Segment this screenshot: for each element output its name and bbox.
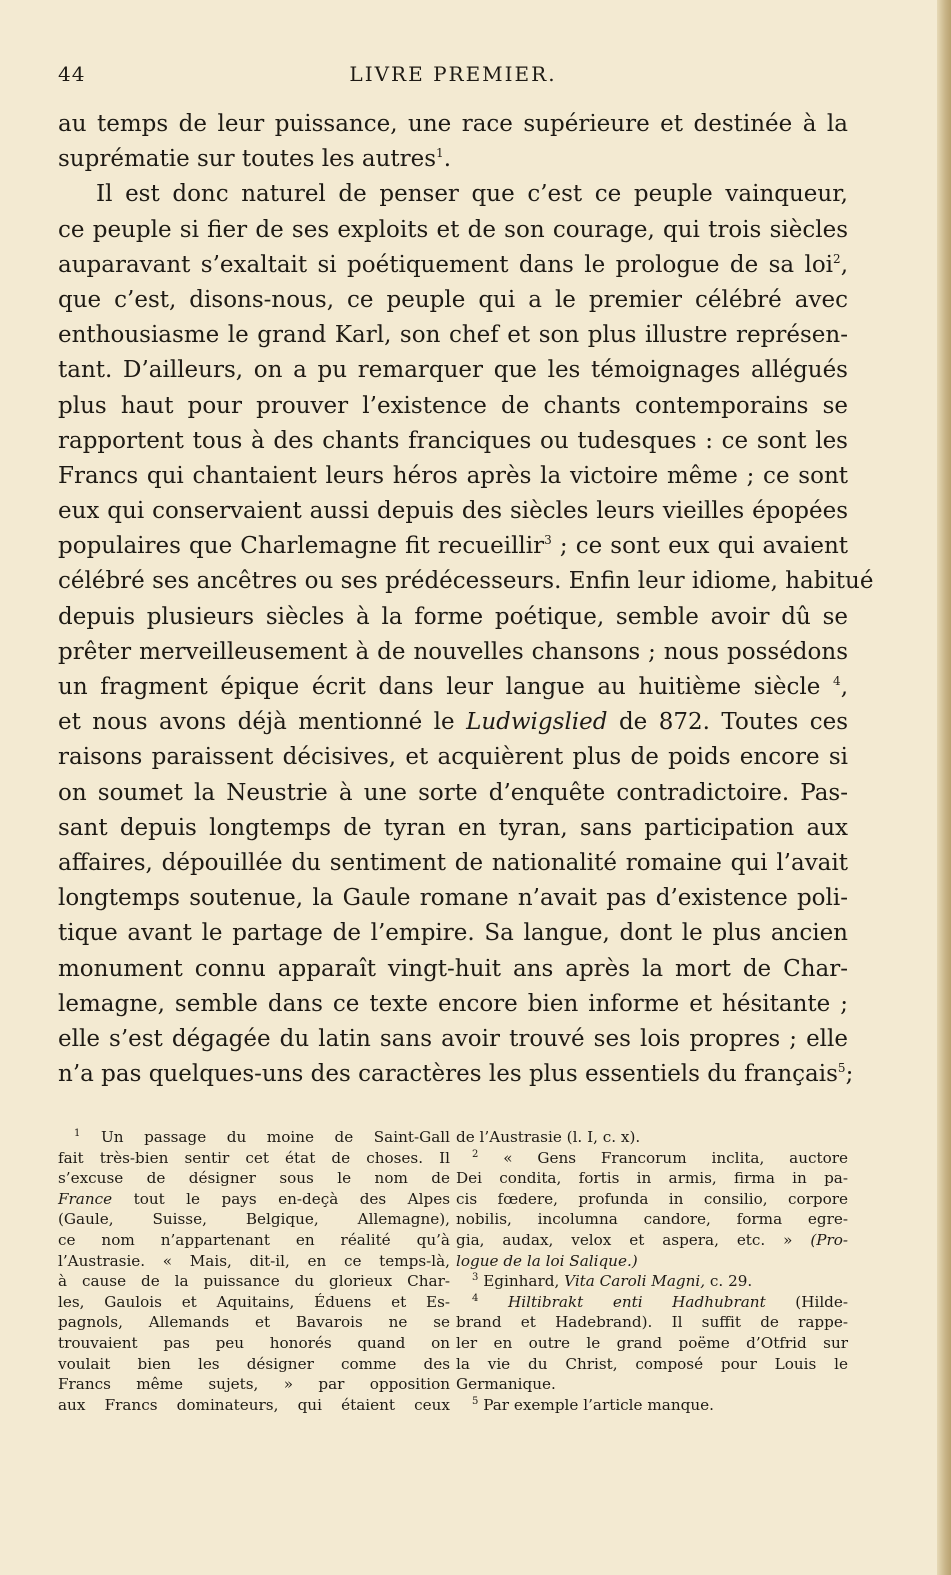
text-line	[58, 529, 848, 564]
text-line: elle s’est dégagée du latin sans avoir trouvé ses lois propres ; elle	[58, 1025, 848, 1052]
text-span: .	[443, 146, 451, 173]
text-span: gia, audax, velox et aspera, etc. »	[456, 1230, 793, 1249]
text-line: ce peuple si fier de ses exploits et de son courage, qui trois siècles	[58, 216, 848, 243]
text-span: c. 29.	[709, 1272, 753, 1291]
text-line: Il est donc naturel de penser que c’est ce peuple vainqueur,	[96, 181, 848, 208]
text-line: on soumet la Neustrie à une sorte d’enquête contradictoire. Pas-	[58, 779, 848, 806]
footnote-line: nobilis, incolumna candore, forma egre-	[456, 1210, 848, 1229]
italic-term: Hiltibrakt enti Hadhubrant	[507, 1292, 766, 1311]
text-line: raisons paraissent décisives, et acquièrent plus de poids encore si	[58, 744, 848, 771]
footnote-line: cis fœdere, profunda in consilio, corpore	[456, 1189, 848, 1208]
text-line: depuis plusieurs siècles à la forme poétique, semble avoir dû se	[58, 603, 848, 630]
text-span: un fragment épique écrit dans leur langue au huitième siècle	[58, 674, 821, 700]
footnote-ref: 1	[436, 146, 444, 161]
text-span: tout le pays en-deçà des Alpes	[133, 1189, 450, 1208]
page-number: 44	[58, 62, 86, 86]
text-line: célébré ses ancêtres ou ses prédécesseurs. Enfin leur idiome, habitué	[58, 568, 874, 595]
text-line: eux qui conservaient aussi depuis des siècles leurs vieilles épopées	[58, 498, 848, 525]
italic-term: Vita Caroli Magni,	[564, 1272, 706, 1291]
text-line: enthousiasme le grand Karl, son chef et son plus illustre représen-	[58, 322, 848, 349]
footnote-line: brand et Hadebrand). Il suffit de rappe-	[456, 1313, 848, 1332]
text-line: sant depuis longtemps de tyran en tyran, sans participation aux	[58, 814, 848, 841]
footnote-line: ce nom n’appartenant en réalité qu’à	[58, 1230, 450, 1249]
footnote-line	[58, 1127, 450, 1148]
footnote-number: 5	[472, 1395, 479, 1407]
footnote-line: fait très-bien sentir cet état de choses. Il	[58, 1148, 450, 1167]
text-line	[58, 248, 848, 283]
page-header	[58, 62, 848, 92]
footnote-line: pagnols, Allemands et Bavarois ne se	[58, 1313, 450, 1332]
text-line: prêter merveilleusement à de nouvelles chansons ; nous possédons	[58, 638, 848, 665]
footnote-line: les, Gaulois et Aquitains, Éduens et Es-	[58, 1292, 450, 1311]
text-span: n’a pas quelques-uns des caractères les plus essentiels du français	[58, 1061, 838, 1088]
footnote-line: à cause de la puissance du glorieux Char-	[58, 1272, 450, 1291]
footnote-line: voulait bien les désigner comme des	[58, 1354, 450, 1373]
footnote-line: l’Austrasie. « Mais, dit-il, en ce temps-là,	[58, 1251, 450, 1270]
text-span: suprématie sur toutes les autres	[58, 146, 437, 173]
text-span: « Gens Francorum inclita, auctore	[503, 1148, 848, 1167]
text-span: auparavant s’exaltait si poétiquement dans le prologue de sa loi	[58, 251, 834, 278]
body-text	[58, 107, 874, 1092]
page-edge	[937, 0, 951, 1575]
footnote-line	[456, 1292, 848, 1313]
footnote-line: Dei condita, fortis in armis, firma in pa-	[456, 1169, 848, 1188]
text-span: ; ce sont eux qui avaient	[551, 533, 848, 560]
italic-term: France	[58, 1189, 113, 1208]
footnote-number: 3	[472, 1272, 479, 1284]
text-line: lemagne, semble dans ce texte encore bien informe et hésitante ;	[58, 990, 848, 1017]
footnote-line: s’excuse de désigner sous le nom de	[58, 1169, 450, 1188]
text-span: Un passage du moine de Saint-Gall	[100, 1128, 451, 1146]
footnote-number: 2	[472, 1148, 479, 1160]
text-line: plus haut pour prouver l’existence de chants contemporains se	[58, 392, 848, 419]
footnote-ref: 5	[837, 1061, 846, 1076]
footnote-column-left	[58, 1127, 450, 1415]
footnotes	[58, 1127, 848, 1415]
footnote-line: ler en outre le grand poëme d’Otfrid sur	[456, 1333, 848, 1352]
footnote-line	[456, 1148, 848, 1169]
text-line: tant. D’ailleurs, on a pu remarquer que les témoignages allégués	[58, 357, 848, 384]
text-line	[58, 142, 848, 177]
footnote-ref: 3	[544, 533, 552, 548]
footnote-line	[456, 1230, 848, 1251]
text-line	[58, 670, 848, 705]
text-line	[58, 1057, 854, 1092]
footnote-number: 1	[74, 1128, 81, 1139]
footnote-line: (Gaule, Suisse, Belgique, Allemagne),	[58, 1210, 450, 1229]
text-span: (Hilde-	[795, 1292, 849, 1311]
text-span: populaires que Charlemagne fit recueillir	[58, 533, 545, 560]
text-span: ,	[840, 251, 848, 278]
text-line: tique avant le partage de l’empire. Sa langue, dont le plus ancien	[58, 920, 848, 947]
text-span: ,	[840, 674, 848, 700]
work-title: Ludwigslied	[466, 709, 608, 736]
text-line: affaires, dépouillée du sentiment de nationalité romaine qui l’avait	[58, 849, 848, 876]
footnote-line: de l’Austrasie (l. I, c. x).	[456, 1128, 641, 1146]
footnote-ref: 4	[833, 674, 841, 688]
footnote-line: la vie du Christ, composé pour Louis le	[456, 1354, 848, 1373]
running-head: LIVRE PREMIER.	[349, 62, 557, 86]
italic-term: (Pro-	[810, 1230, 849, 1249]
text-span: de 872. Toutes ces	[618, 709, 849, 736]
footnote-column-right	[456, 1127, 848, 1415]
text-span: Eginhard,	[483, 1272, 560, 1291]
text-span: ;	[845, 1061, 854, 1088]
text-line: Francs qui chantaient leurs héros après la victoire même ; ce sont	[58, 462, 848, 489]
footnote-line: Germanique.	[456, 1375, 556, 1394]
footnote-line: trouvaient pas peu honorés quand on	[58, 1333, 450, 1352]
footnote-number: 4	[472, 1292, 479, 1304]
text-line: rapportent tous à des chants franciques ou tudesques : ce sont les	[58, 427, 848, 454]
footnote-line	[456, 1251, 848, 1272]
text-line: longtemps soutenue, la Gaule romane n’avait pas d’existence poli-	[58, 885, 848, 912]
footnote-ref: 2	[833, 251, 841, 266]
italic-term: logue de la loi Salique.)	[456, 1251, 638, 1270]
text-line	[58, 705, 848, 740]
footnote-line: aux Francs dominateurs, qui étaient ceux	[58, 1395, 450, 1414]
text-span: et nous avons déjà mentionné le	[58, 709, 455, 736]
footnote-line	[456, 1395, 848, 1416]
text-line: monument connu apparaît vingt-huit ans après la mort de Char-	[58, 955, 848, 982]
text-line: au temps de leur puissance, une race supérieure et destinée à la	[58, 111, 848, 137]
text-span: Par exemple l’article manque.	[483, 1395, 714, 1414]
text-line: que c’est, disons-nous, ce peuple qui a le premier célébré avec	[58, 286, 848, 313]
footnote-line: Francs même sujets, » par opposition	[58, 1375, 450, 1394]
footnote-line	[58, 1189, 450, 1210]
footnote-line	[456, 1271, 848, 1292]
